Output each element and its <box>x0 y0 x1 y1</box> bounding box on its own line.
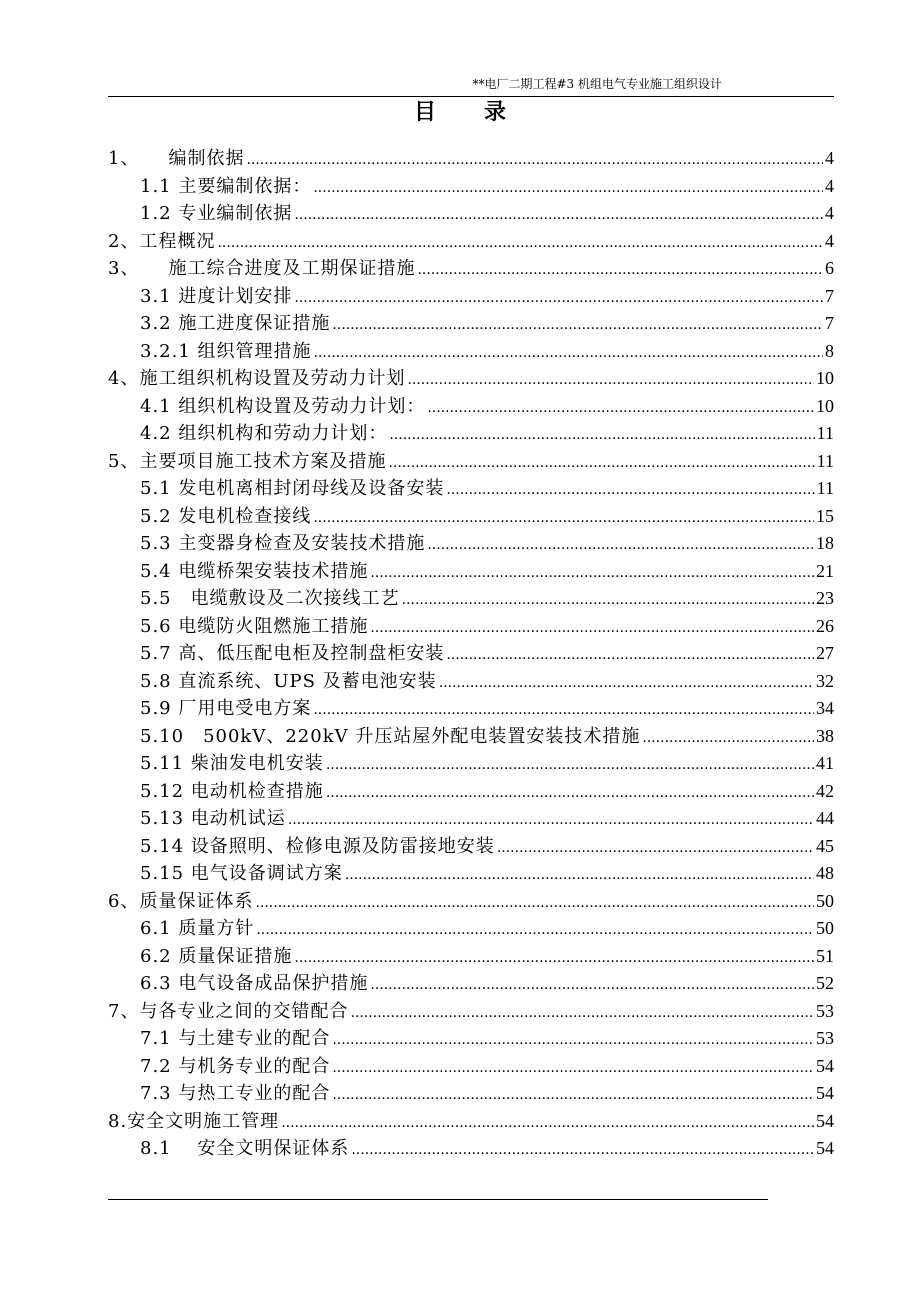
toc-entry-label: 6.3 电气设备成品保护措施 <box>140 973 369 994</box>
toc-entry-label: 6、质量保证体系 <box>108 890 254 912</box>
toc-entry-label: 7.3 与热工专业的配合 <box>140 1083 331 1104</box>
toc-dot-leader <box>446 642 814 670</box>
toc-entry-page: 53 <box>816 1028 834 1048</box>
toc-entry[interactable] <box>108 723 834 751</box>
toc-title <box>0 98 920 126</box>
toc-entry-page: 27 <box>816 643 834 663</box>
toc-entry[interactable] <box>108 228 834 256</box>
toc-entry[interactable] <box>108 805 834 833</box>
toc-entry-label: 1、 编制依据 <box>108 148 245 169</box>
toc-dot-leader <box>388 450 814 478</box>
toc-entry-label: 7.1 与土建专业的配合 <box>140 1028 331 1049</box>
toc-dot-leader <box>314 340 823 368</box>
toc-entry[interactable] <box>108 998 834 1026</box>
toc-entry[interactable] <box>108 255 834 283</box>
toc-dot-leader <box>332 1055 814 1083</box>
toc-entry-page: 45 <box>816 835 834 856</box>
toc-entry[interactable] <box>108 833 834 861</box>
toc-dot-leader <box>351 1137 814 1165</box>
toc-entry-page: 50 <box>816 890 834 911</box>
toc-entry-page: 41 <box>816 753 834 773</box>
toc-entry-label: 3.2.1 组织管理措施 <box>140 340 312 362</box>
toc-entry-label: 5.5 电缆敷设及二次接线工艺 <box>140 588 400 609</box>
toc-dot-leader <box>281 1110 814 1138</box>
toc-entry-label: 5.13 电动机试运 <box>140 808 286 829</box>
toc-entry[interactable] <box>108 420 834 448</box>
toc-entry[interactable] <box>108 558 834 586</box>
toc-entry[interactable] <box>108 145 834 173</box>
toc-entry-page: 53 <box>816 1000 834 1021</box>
toc-entry[interactable] <box>108 888 834 916</box>
toc-entry-page: 4 <box>825 203 834 223</box>
toc-dot-leader <box>332 1027 814 1055</box>
toc-entry[interactable] <box>108 173 834 201</box>
toc-entry-page: 7 <box>825 285 834 306</box>
toc-entry[interactable] <box>108 338 834 366</box>
toc-entry-label: 1.1 主要编制依据： <box>140 175 312 197</box>
toc-entry-label: 8.安全文明施工管理 <box>108 1110 280 1132</box>
toc-dot-leader <box>288 807 814 835</box>
toc-entry[interactable] <box>108 310 834 338</box>
toc-entry-label: 5.9 厂用电受电方案 <box>140 698 312 719</box>
toc-entry-page: 54 <box>816 1055 834 1076</box>
toc-entry-page: 32 <box>816 670 834 691</box>
toc-entry-label: 6.2 质量保证措施 <box>140 945 293 967</box>
toc-dot-leader <box>345 862 814 890</box>
toc-dot-leader <box>417 257 823 285</box>
toc-entry-label: 5.8 直流系统、UPS 及蓄电池安装 <box>140 670 437 692</box>
toc-entry-label: 5.15 电气设备调试方案 <box>140 863 343 884</box>
toc-entry-label: 5.11 柴油发电机安装 <box>140 753 324 774</box>
toc-entry-label: 5.7 高、低压配电柜及控制盘柜安装 <box>140 643 445 664</box>
toc-dot-leader <box>246 147 823 175</box>
toc-entry-label: 7、与各专业之间的交错配合 <box>108 1000 349 1022</box>
toc-entry-page: 44 <box>816 808 834 828</box>
toc-dot-leader <box>402 587 814 615</box>
toc-entry-label: 4.1 组织机构设置及劳动力计划： <box>140 395 426 417</box>
toc-dot-leader <box>255 890 814 918</box>
toc-entry-page: 11 <box>816 450 834 471</box>
toc-entry-label: 3.1 进度计划安排 <box>140 285 293 307</box>
toc-dot-leader <box>446 477 814 505</box>
toc-title-char-2: 录 <box>484 99 507 125</box>
toc-entry-page: 4 <box>825 175 834 196</box>
toc-entry-page: 48 <box>816 863 834 883</box>
toc-entry[interactable] <box>108 200 834 228</box>
toc-dot-leader <box>439 670 814 698</box>
toc-entry-label: 8.1 安全文明保证体系 <box>140 1138 350 1159</box>
toc-entry-page: 26 <box>816 615 834 636</box>
toc-entry-page: 11 <box>816 423 834 443</box>
toc-entry[interactable] <box>108 283 834 311</box>
toc-entry-label: 5.10 500kV、220kV 升压站屋外配电装置安装技术措施 <box>140 725 641 747</box>
toc-entry-page: 6 <box>825 258 834 278</box>
toc-dot-leader <box>497 835 814 863</box>
toc-entry[interactable] <box>108 475 834 503</box>
toc-dot-leader <box>217 230 823 258</box>
toc-entry-label: 3、 施工综合进度及工期保证措施 <box>108 258 416 279</box>
toc-entry-label: 5.3 主变器身检查及安装技术措施 <box>140 533 426 554</box>
toc-entry-page: 10 <box>816 368 834 388</box>
toc-entry-page: 50 <box>816 918 834 938</box>
toc-entry[interactable] <box>108 668 834 696</box>
toc-dot-leader <box>313 505 814 533</box>
toc-entry[interactable] <box>108 503 834 531</box>
toc-dot-leader <box>427 395 814 423</box>
toc-entry[interactable] <box>108 750 834 778</box>
toc-entry-page: 8 <box>825 340 834 361</box>
toc-entry-page: 15 <box>816 505 834 526</box>
toc-entry[interactable] <box>108 1025 834 1053</box>
toc-entry-label: 4、施工组织机构设置及劳动力计划 <box>108 368 406 389</box>
header-title: **电厂二期工程#3 机组电气专业施工组织设计 <box>472 77 722 91</box>
toc-dot-leader <box>350 1000 814 1028</box>
toc-entry[interactable] <box>108 695 834 723</box>
toc-entry-page: 11 <box>816 478 834 498</box>
page-header <box>108 77 834 97</box>
toc-dot-leader <box>370 972 814 1000</box>
toc-dot-leader <box>389 422 814 450</box>
toc-entry-label: 5.1 发电机离相封闭母线及设备安装 <box>140 478 445 499</box>
toc-entry[interactable] <box>108 915 834 943</box>
toc-entry[interactable] <box>108 530 834 558</box>
toc-dot-leader <box>642 725 814 753</box>
toc-entry-page: 54 <box>816 1138 834 1158</box>
toc-entry[interactable] <box>108 393 834 421</box>
toc-entry-page: 42 <box>816 780 834 801</box>
toc-entry[interactable] <box>108 1080 834 1108</box>
toc-entry-page: 4 <box>825 148 834 168</box>
toc-entry[interactable] <box>108 613 834 641</box>
toc-entry-page: 38 <box>816 725 834 746</box>
toc-entry[interactable] <box>108 778 834 806</box>
toc-entry-label: 5.6 电缆防火阻燃施工措施 <box>140 615 369 637</box>
toc-entry-label: 5.12 电动机检查措施 <box>140 780 324 802</box>
toc-entry[interactable] <box>108 970 834 998</box>
toc-entry-label: 5、主要项目施工技术方案及措施 <box>108 450 387 472</box>
toc-entry-page: 18 <box>816 533 834 553</box>
toc-entry-page: 21 <box>816 560 834 581</box>
toc-entry-page: 54 <box>816 1083 834 1103</box>
toc-entry-label: 5.2 发电机检查接线 <box>140 505 312 527</box>
toc-dot-leader <box>294 285 823 313</box>
toc-entry[interactable] <box>108 1108 834 1136</box>
toc-dot-leader <box>326 752 814 780</box>
toc-entry[interactable] <box>108 585 834 613</box>
toc-dot-leader <box>407 367 814 395</box>
toc-dot-leader <box>370 615 814 643</box>
toc-dot-leader <box>370 560 814 588</box>
toc-entry-page: 4 <box>825 230 834 251</box>
toc-title-char-1: 目 <box>413 99 436 125</box>
toc-entry-page: 34 <box>816 698 834 718</box>
toc-dot-leader <box>326 780 814 808</box>
toc-entry-label: 2、工程概况 <box>108 230 216 252</box>
toc-entry-page: 52 <box>816 973 834 993</box>
toc-dot-leader <box>256 917 814 945</box>
toc-entry-label: 1.2 专业编制依据 <box>140 203 293 224</box>
toc-dot-leader <box>294 202 823 230</box>
toc-dot-leader <box>427 532 814 560</box>
toc-entry-page: 7 <box>825 313 834 333</box>
toc-entry-label: 4.2 组织机构和劳动力计划： <box>140 423 388 444</box>
toc-entry[interactable] <box>108 943 834 971</box>
toc-entry-label: 5.14 设备照明、检修电源及防雷接地安装 <box>140 835 495 857</box>
table-of-contents <box>108 145 834 1163</box>
toc-entry[interactable] <box>108 640 834 668</box>
toc-entry[interactable] <box>108 365 834 393</box>
toc-entry-page: 54 <box>816 1110 834 1131</box>
toc-entry-label: 6.1 质量方针 <box>140 918 255 939</box>
toc-dot-leader <box>313 175 823 203</box>
toc-dot-leader <box>294 945 814 973</box>
toc-dot-leader <box>332 312 823 340</box>
toc-entry[interactable] <box>108 448 834 476</box>
toc-entry[interactable] <box>108 1135 834 1163</box>
toc-entry-page: 10 <box>816 395 834 416</box>
toc-entry[interactable] <box>108 860 834 888</box>
toc-entry-page: 51 <box>816 945 834 966</box>
toc-entry-page: 23 <box>816 588 834 608</box>
toc-entry[interactable] <box>108 1053 834 1081</box>
toc-entry-label: 5.4 电缆桥架安装技术措施 <box>140 560 369 582</box>
toc-dot-leader <box>313 697 814 725</box>
footer-rule <box>108 1199 768 1200</box>
toc-entry-label: 3.2 施工进度保证措施 <box>140 313 331 334</box>
toc-entry-label: 7.2 与机务专业的配合 <box>140 1055 331 1077</box>
toc-dot-leader <box>332 1082 814 1110</box>
